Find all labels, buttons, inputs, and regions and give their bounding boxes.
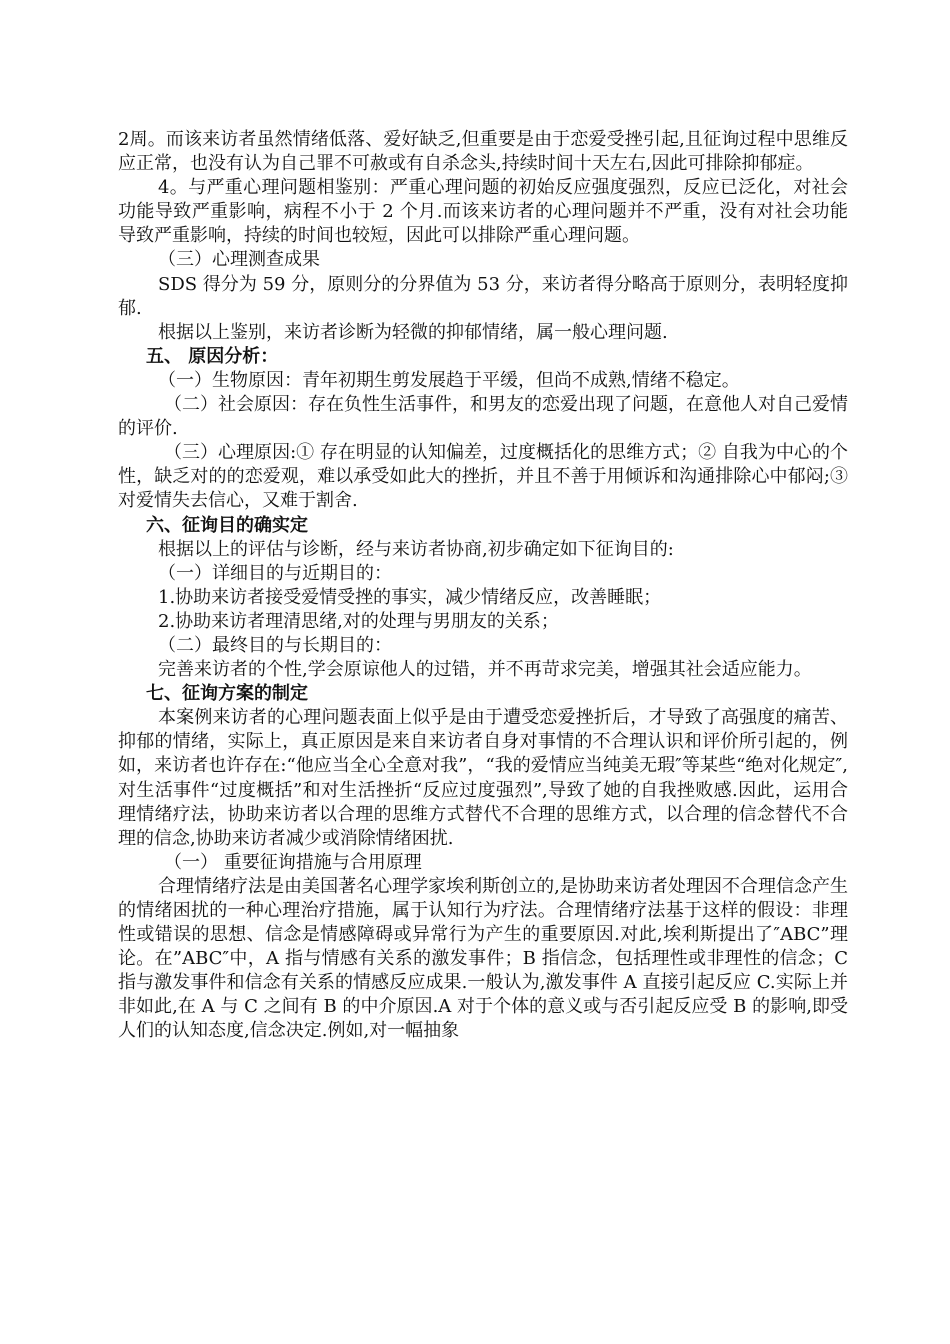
- section-heading: 六、征询目的确实定: [146, 514, 308, 536]
- paragraph: 2周。而该来访者虽然情绪低落、爱好缺乏,但重要是由于恋爱受挫引起,且征询过程中思维反应正常，也没有认为自己罪不可赦或有自杀念头,持续时间十天左右,因此可排除抑郁症。: [118, 129, 848, 175]
- paragraph: 本案例来访者的心理问题表面上似乎是由于遭受恋爱挫折后，才导致了高强度的痛苦、抑郁的情绪，实际上，真正原因是来自来访者自身对事情的不合理认识和评价所引起的，例如，来访者也许存在:“他应当全心全意对我”，“我的爱情应当纯美无瑕″等某些“绝对化规定″,对生活事件“过度概括”和对生活挫折“反应过度强烈”,导致了她的自我挫败感.因此，运用合理情绪疗法，协助来访者以合理的思维方式替代不合理的思维方式，以合理的信念替代不合理的信念,协助来访者减少或消除情绪困扰.: [118, 707, 848, 849]
- paragraph: 完善来访者的个性,学会原谅他人的过错，并不再苛求完美，增强其社会适应能力。: [158, 659, 812, 681]
- paragraph: 根据以上鉴别，来访者诊断为轻微的抑郁情绪，属一般心理问题.: [158, 321, 668, 343]
- paragraph: 合理情绪疗法是由美国著名心理学家埃利斯创立的,是协助来访者处理因不合理信念产生的情绪困扰的一种心理治疗措施，属于认知行为疗法。合理情绪疗法基于这样的假设：非理性或错误的思想、信念是情感障碍或异常行为产生的重要原因.对此,埃利斯提出了″ABC”理论。在”ABC″中，A 指与情感有关系的激发事件；B 指信念，包括理性或非理性的信念；C 指与激发事件和信念有关系的情感反应成果.一般认为,激发事件 A 直接引起反应 C.实际上并非如此,在 A 与 C 之间有 B 的中介原因.A 对于个体的意义或与否引起反应受 B 的影响,即受人们的认知态度,信念决定.例如,对一幅抽象: [118, 875, 848, 1042]
- paragraph: （二）社会原因：存在负性生活事件，和男友的恋爱出现了问题，在意他人对自己爱情的评价.: [118, 394, 848, 440]
- section-heading: 七、征询方案的制定: [146, 683, 308, 705]
- subsection-heading: （三）心理测查成果: [158, 249, 320, 271]
- list-item: 2.协助来访者理清思绪,对的处理与男朋友的关系；: [158, 610, 559, 632]
- section-heading: 五、 原因分析：: [146, 345, 279, 367]
- paragraph: 根据以上的评估与诊断，经与来访者协商,初步确定如下征询目的:: [158, 538, 674, 560]
- paragraph: SDS 得分为 59 分，原则分的分界值为 53 分，来访者得分略高于原则分，表明轻度抑郁.: [118, 273, 848, 319]
- list-item: 1.协助来访者接受爱情受挫的事实，减少情绪反应，改善睡眠；: [158, 586, 662, 608]
- paragraph: 4。与严重心理问题相鉴别：严重心理问题的初始反应强度强烈，反应已泛化，对社会功能导致严重影响，病程不小于 2 个月.而该来访者的心理问题并不严重，没有对社会功能导致严重影响，持续的时间也较短，因此可以排除严重心理问题。: [118, 177, 848, 247]
- subsection-heading: （一）详细目的与近期目的：: [158, 562, 392, 584]
- subsection-heading: （二）最终目的与长期目的：: [158, 634, 392, 656]
- subsection-heading: （一） 重要征询措施与合用原理: [164, 851, 422, 873]
- document-page: [118, 128, 848, 1044]
- paragraph: （三）心理原因:① 存在明显的认知偏差，过度概括化的思维方式；② 自我为中心的个性，缺乏对的的恋爱观，难以承受如此大的挫折，并且不善于用倾诉和沟通排除心中郁闷;③ 对爱情失去信心，又难于割舍.: [118, 442, 848, 512]
- paragraph: （一）生物原因：青年初期生剪发展趋于平缓，但尚不成熟,情绪不稳定。: [158, 369, 740, 391]
